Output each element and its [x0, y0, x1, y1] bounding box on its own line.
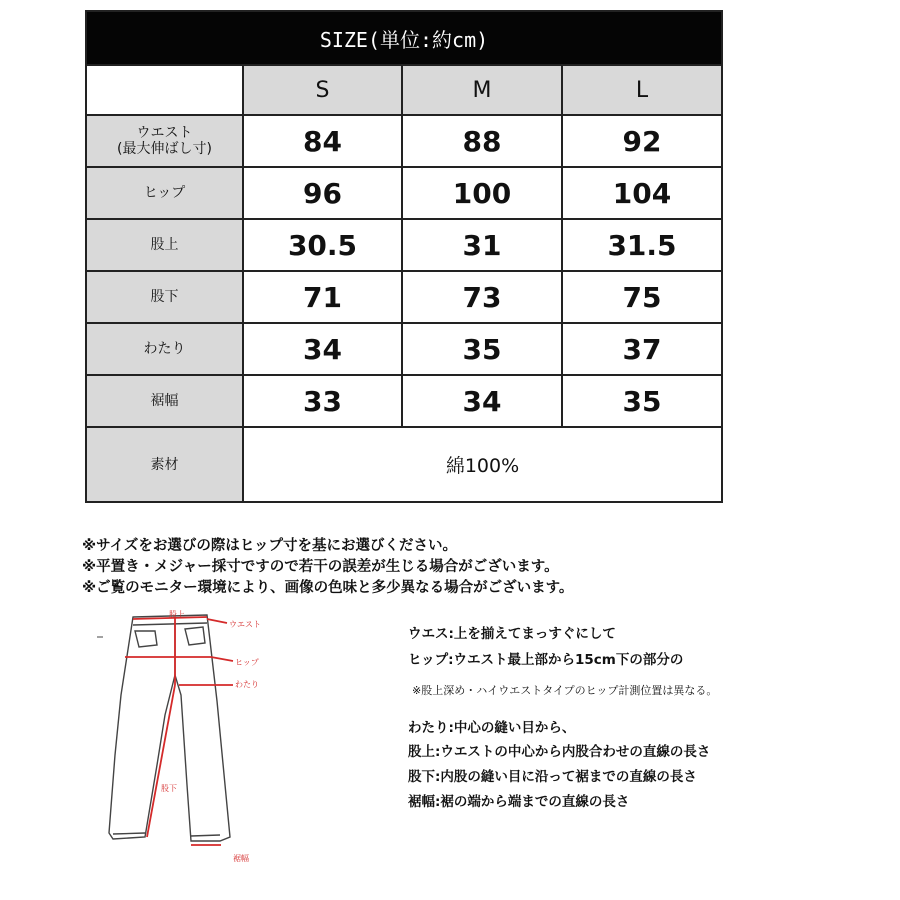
table-row	[86, 167, 722, 219]
table-cell: 37	[562, 323, 722, 375]
pants-diagram	[95, 605, 295, 865]
def-thigh: わたり:中心の縫い目から、	[408, 720, 576, 736]
table-cell: 30.5	[243, 219, 402, 271]
size-table	[85, 10, 723, 503]
table-row	[86, 427, 722, 502]
inseam-line	[147, 685, 175, 837]
table-cell: 100	[402, 167, 562, 219]
table-row	[86, 115, 722, 167]
diagram-label-waist: ウエスト	[229, 620, 261, 629]
diagram-label-hem: 裾幅	[233, 854, 249, 863]
table-row	[86, 271, 722, 323]
table-cell: 75	[562, 271, 722, 323]
table-cell: 31	[402, 219, 562, 271]
table-row	[86, 375, 722, 427]
table-cell: 31.5	[562, 219, 722, 271]
row-label-thigh: わたり	[86, 323, 243, 375]
note-line: ※ご覧のモニター環境により、画像の色味と多少異なる場合がございます。	[82, 580, 574, 596]
table-cell: 73	[402, 271, 562, 323]
table-cell: 96	[243, 167, 402, 219]
material-value: 綿100%	[243, 427, 722, 502]
table-cell: 104	[562, 167, 722, 219]
diagram-label-thigh: わたり	[235, 680, 259, 689]
diagram-label-inseam: 股下	[161, 784, 177, 793]
table-cell: 84	[243, 115, 402, 167]
table-cell: 88	[402, 115, 562, 167]
size-header-m: M	[402, 65, 562, 115]
def-hip: ヒップ:ウエスト最上部から15cm下の部分の	[408, 652, 684, 668]
table-cell: 35	[402, 323, 562, 375]
table-row	[86, 323, 722, 375]
notes	[82, 536, 573, 599]
diagram-label-rise: 股上	[169, 610, 185, 619]
row-label-waist	[86, 115, 243, 167]
measure-lines	[125, 617, 233, 845]
table-cell: 34	[243, 323, 402, 375]
row-label-hem: 裾幅	[86, 375, 243, 427]
def-hip-note: ※股上深め・ハイウエストタイプのヒップ計測位置は異なる。	[412, 684, 718, 697]
def-rise: 股上:ウエストの中心から内股合わせの直線の長さ	[408, 744, 711, 760]
def-waist: ウエス:上を揃えてまっすぐにして	[408, 626, 616, 642]
table-corner-cell	[86, 65, 243, 115]
table-title: SIZE(単位:約cm)	[86, 11, 722, 65]
table-cell: 33	[243, 375, 402, 427]
row-label-hip: ヒップ	[86, 167, 243, 219]
diagram-label-hip: ヒップ	[235, 658, 259, 667]
note-line: ※平置き・メジャー採寸ですので若干の誤差が生じる場合がございます。	[82, 559, 559, 575]
row-label-inseam: 股下	[86, 271, 243, 323]
row-label-line2: (最大伸ばし寸)	[117, 141, 212, 157]
def-inseam: 股下:内股の縫い目に沿って裾までの直線の長さ	[408, 769, 697, 785]
row-label-rise: 股上	[86, 219, 243, 271]
table-cell: 34	[402, 375, 562, 427]
row-label-material: 素材	[86, 427, 243, 502]
note-line: ※サイズをお選びの際はヒップ寸を基にお選びください。	[82, 538, 457, 554]
table-cell: 92	[562, 115, 722, 167]
def-hem: 裾幅:裾の端から端までの直線の長さ	[408, 794, 630, 810]
size-header-s: S	[243, 65, 402, 115]
table-cell: 71	[243, 271, 402, 323]
hip-leader	[211, 657, 233, 661]
table-cell: 35	[562, 375, 722, 427]
row-label-line1: ウエスト	[136, 125, 193, 141]
size-header-l: L	[562, 65, 722, 115]
table-row	[86, 219, 722, 271]
waist-leader	[207, 619, 227, 623]
pants-outline	[109, 615, 230, 841]
